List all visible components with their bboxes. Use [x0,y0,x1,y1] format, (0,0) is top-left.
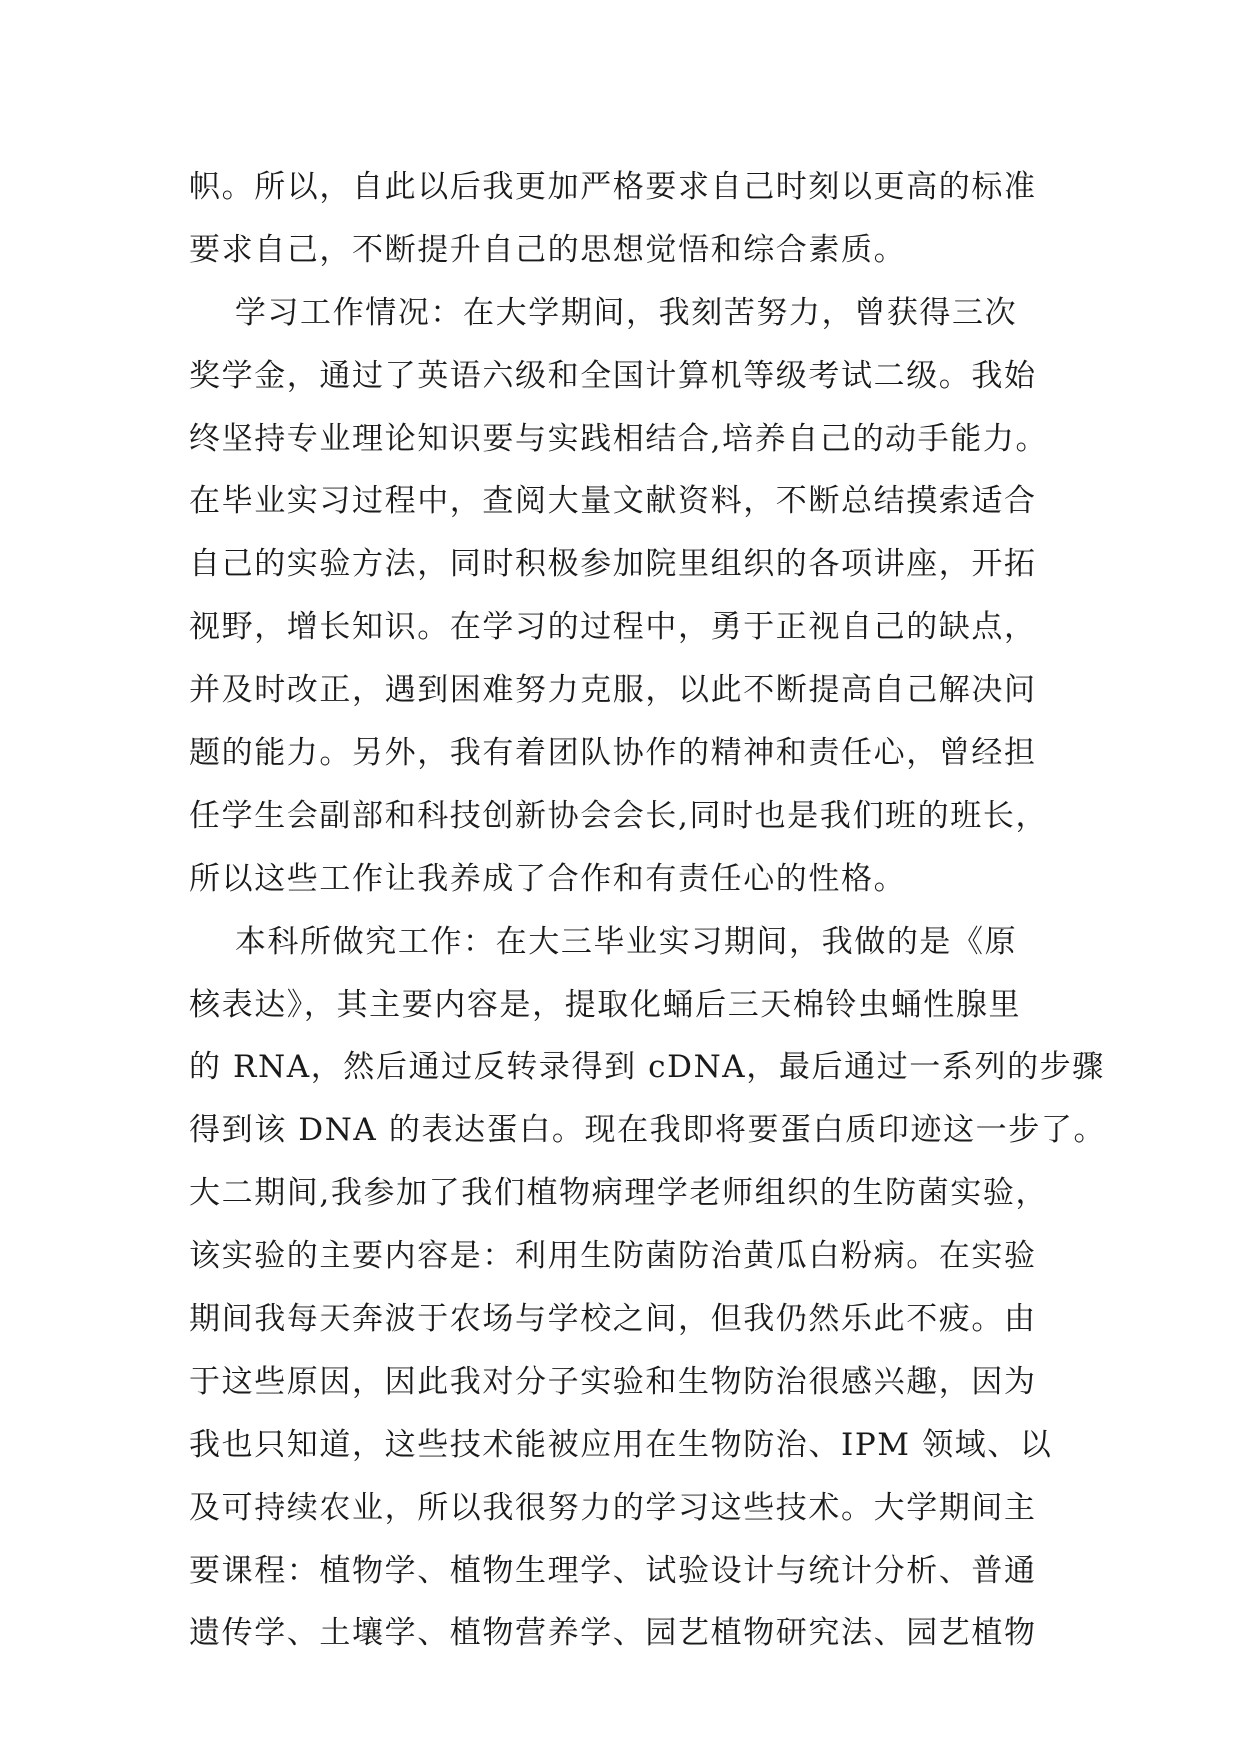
text-line: 自己的实验方法，同时积极参加院里组织的各项讲座，开拓 [189,546,1037,583]
text-line: 并及时改正，遇到困难努力克服，以此不断提高自己解决问 [189,672,1037,709]
text-line: 于这些原因，因此我对分子实验和生物防治很感兴趣，因为 [189,1363,1037,1400]
text-line: 核表达》，其主要内容是，提取化蛹后三天棉铃虫蛹性腺里 [189,986,1022,1023]
text-line: 得到该 DNA 的表达蛋白。现在我即将要蛋白质印迹这一步了。 [189,1112,1107,1149]
text-line: 的 RNA，然后通过反转录得到 cDNA，最后通过一系列的步骤 [189,1049,1105,1086]
text-line: 任学生会副部和科技创新协会会长,同时也是我们班的班长， [189,797,1049,834]
text-line: 该实验的主要内容是：利用生防菌防治黄瓜白粉病。在实验 [189,1238,1037,1275]
text-line: 本科所做究工作：在大三毕业实习期间，我做的是《原 [189,923,1018,960]
text-line: 期间我每天奔波于农场与学校之间，但我仍然乐此不疲。由 [189,1301,1037,1338]
text-line: 要课程：植物学、植物生理学、试验设计与统计分析、普通 [189,1552,1037,1589]
text-line: 遗传学、土壤学、植物营养学、园艺植物研究法、园艺植物 [189,1615,1037,1652]
text-line: 及可持续农业，所以我很努力的学习这些技术。大学期间主 [189,1489,1037,1526]
text-line: 学习工作情况：在大学期间，我刻苦努力，曾获得三次 [189,294,1018,331]
text-line: 视野，增长知识。在学习的过程中，勇于正视自己的缺点， [189,609,1037,646]
text-line: 我也只知道，这些技术能被应用在生物防治、IPM 领域、以 [189,1426,1053,1463]
text-line: 所以这些工作让我养成了合作和有责任心的性格。 [189,860,907,897]
text-line: 奖学金，通过了英语六级和全国计算机等级考试二级。我始 [189,357,1037,394]
text-line: 要求自己，不断提升自己的思想觉悟和综合素质。 [189,231,907,268]
text-line: 在毕业实习过程中，查阅大量文献资料，不断总结摸索适合 [189,483,1037,520]
text-line: 帜。所以，自此以后我更加严格要求自己时刻以更高的标准 [189,169,1037,205]
text-line: 终坚持专业理论知识要与实践相结合,培养自己的动手能力。 [189,420,1049,457]
text-line: 题的能力。另外，我有着团队协作的精神和责任心，曾经担 [189,735,1037,772]
text-line: 大二期间,我参加了我们植物病理学老师组织的生防菌实验， [189,1175,1049,1212]
body-text [189,156,1107,1665]
